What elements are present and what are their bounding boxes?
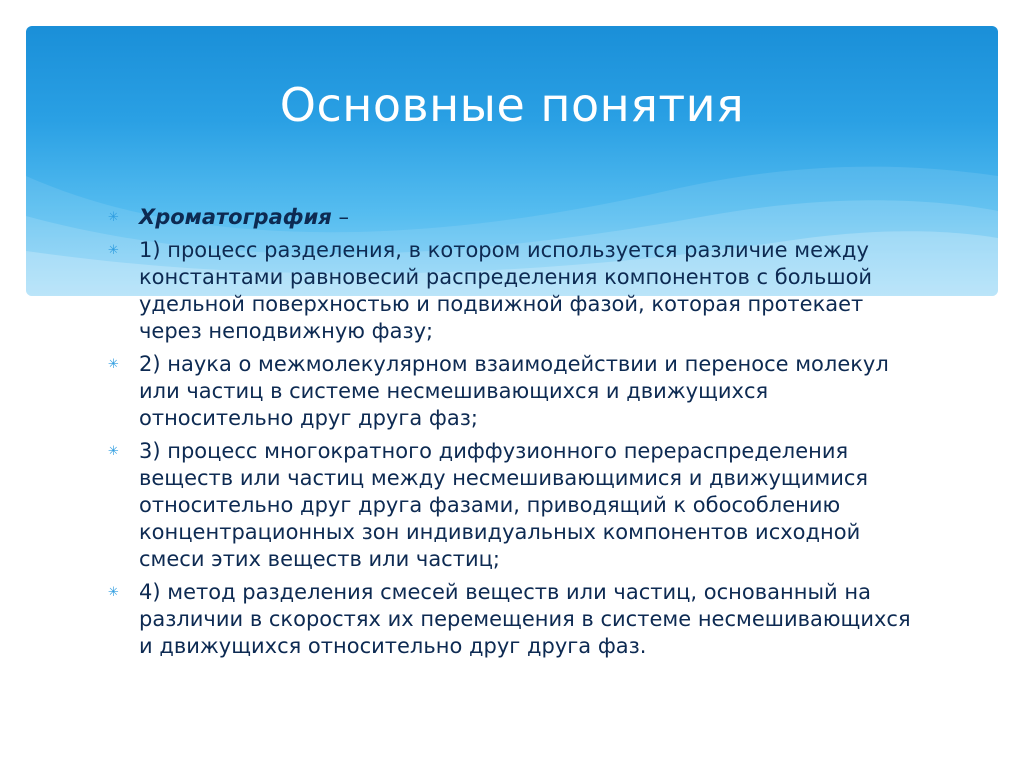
list-item-text: 1) процесс разделения, в котором используется различие между константами равновесий распределения компонентов с большой удельной поверхностью и подвижной фазой, которая протекает через неподвижную фазу;	[139, 238, 873, 343]
asterisk-bullet-icon: ✳	[108, 243, 119, 258]
list-item-text: 2) наука о межмолекулярном взаимодействии и переносе молекул или частиц в системе несмешивающихся и движущихся относительно друг друга фаз;	[139, 352, 889, 430]
term-suffix: –	[331, 205, 349, 229]
term-label: Хроматография	[139, 205, 332, 229]
list-item-text: 3) процесс многократного диффузионного перераспределения веществ или частиц между несмешивающимися и движущимися относительно друг друга фазами, приводящий к обособлению концентрационных зон индивидуальных компонентов исходной смеси этих веществ или частиц;	[139, 439, 869, 571]
asterisk-bullet-icon: ✳	[108, 444, 119, 459]
asterisk-bullet-icon: ✳	[108, 357, 119, 372]
asterisk-bullet-icon: ✳	[108, 210, 119, 225]
list-item	[108, 579, 918, 660]
list-item	[108, 237, 918, 345]
list-item-text: 4) метод разделения смесей веществ или частиц, основанный на различии в скоростях их перемещения в системе несмешивающихся и движущихся относительно друг друга фаз.	[139, 580, 911, 658]
bullet-list	[108, 204, 918, 666]
list-item	[108, 351, 918, 432]
list-item-definition	[108, 204, 918, 231]
asterisk-bullet-icon: ✳	[108, 585, 119, 600]
list-item	[108, 438, 918, 573]
slide-title: Основные понятия	[279, 78, 745, 132]
